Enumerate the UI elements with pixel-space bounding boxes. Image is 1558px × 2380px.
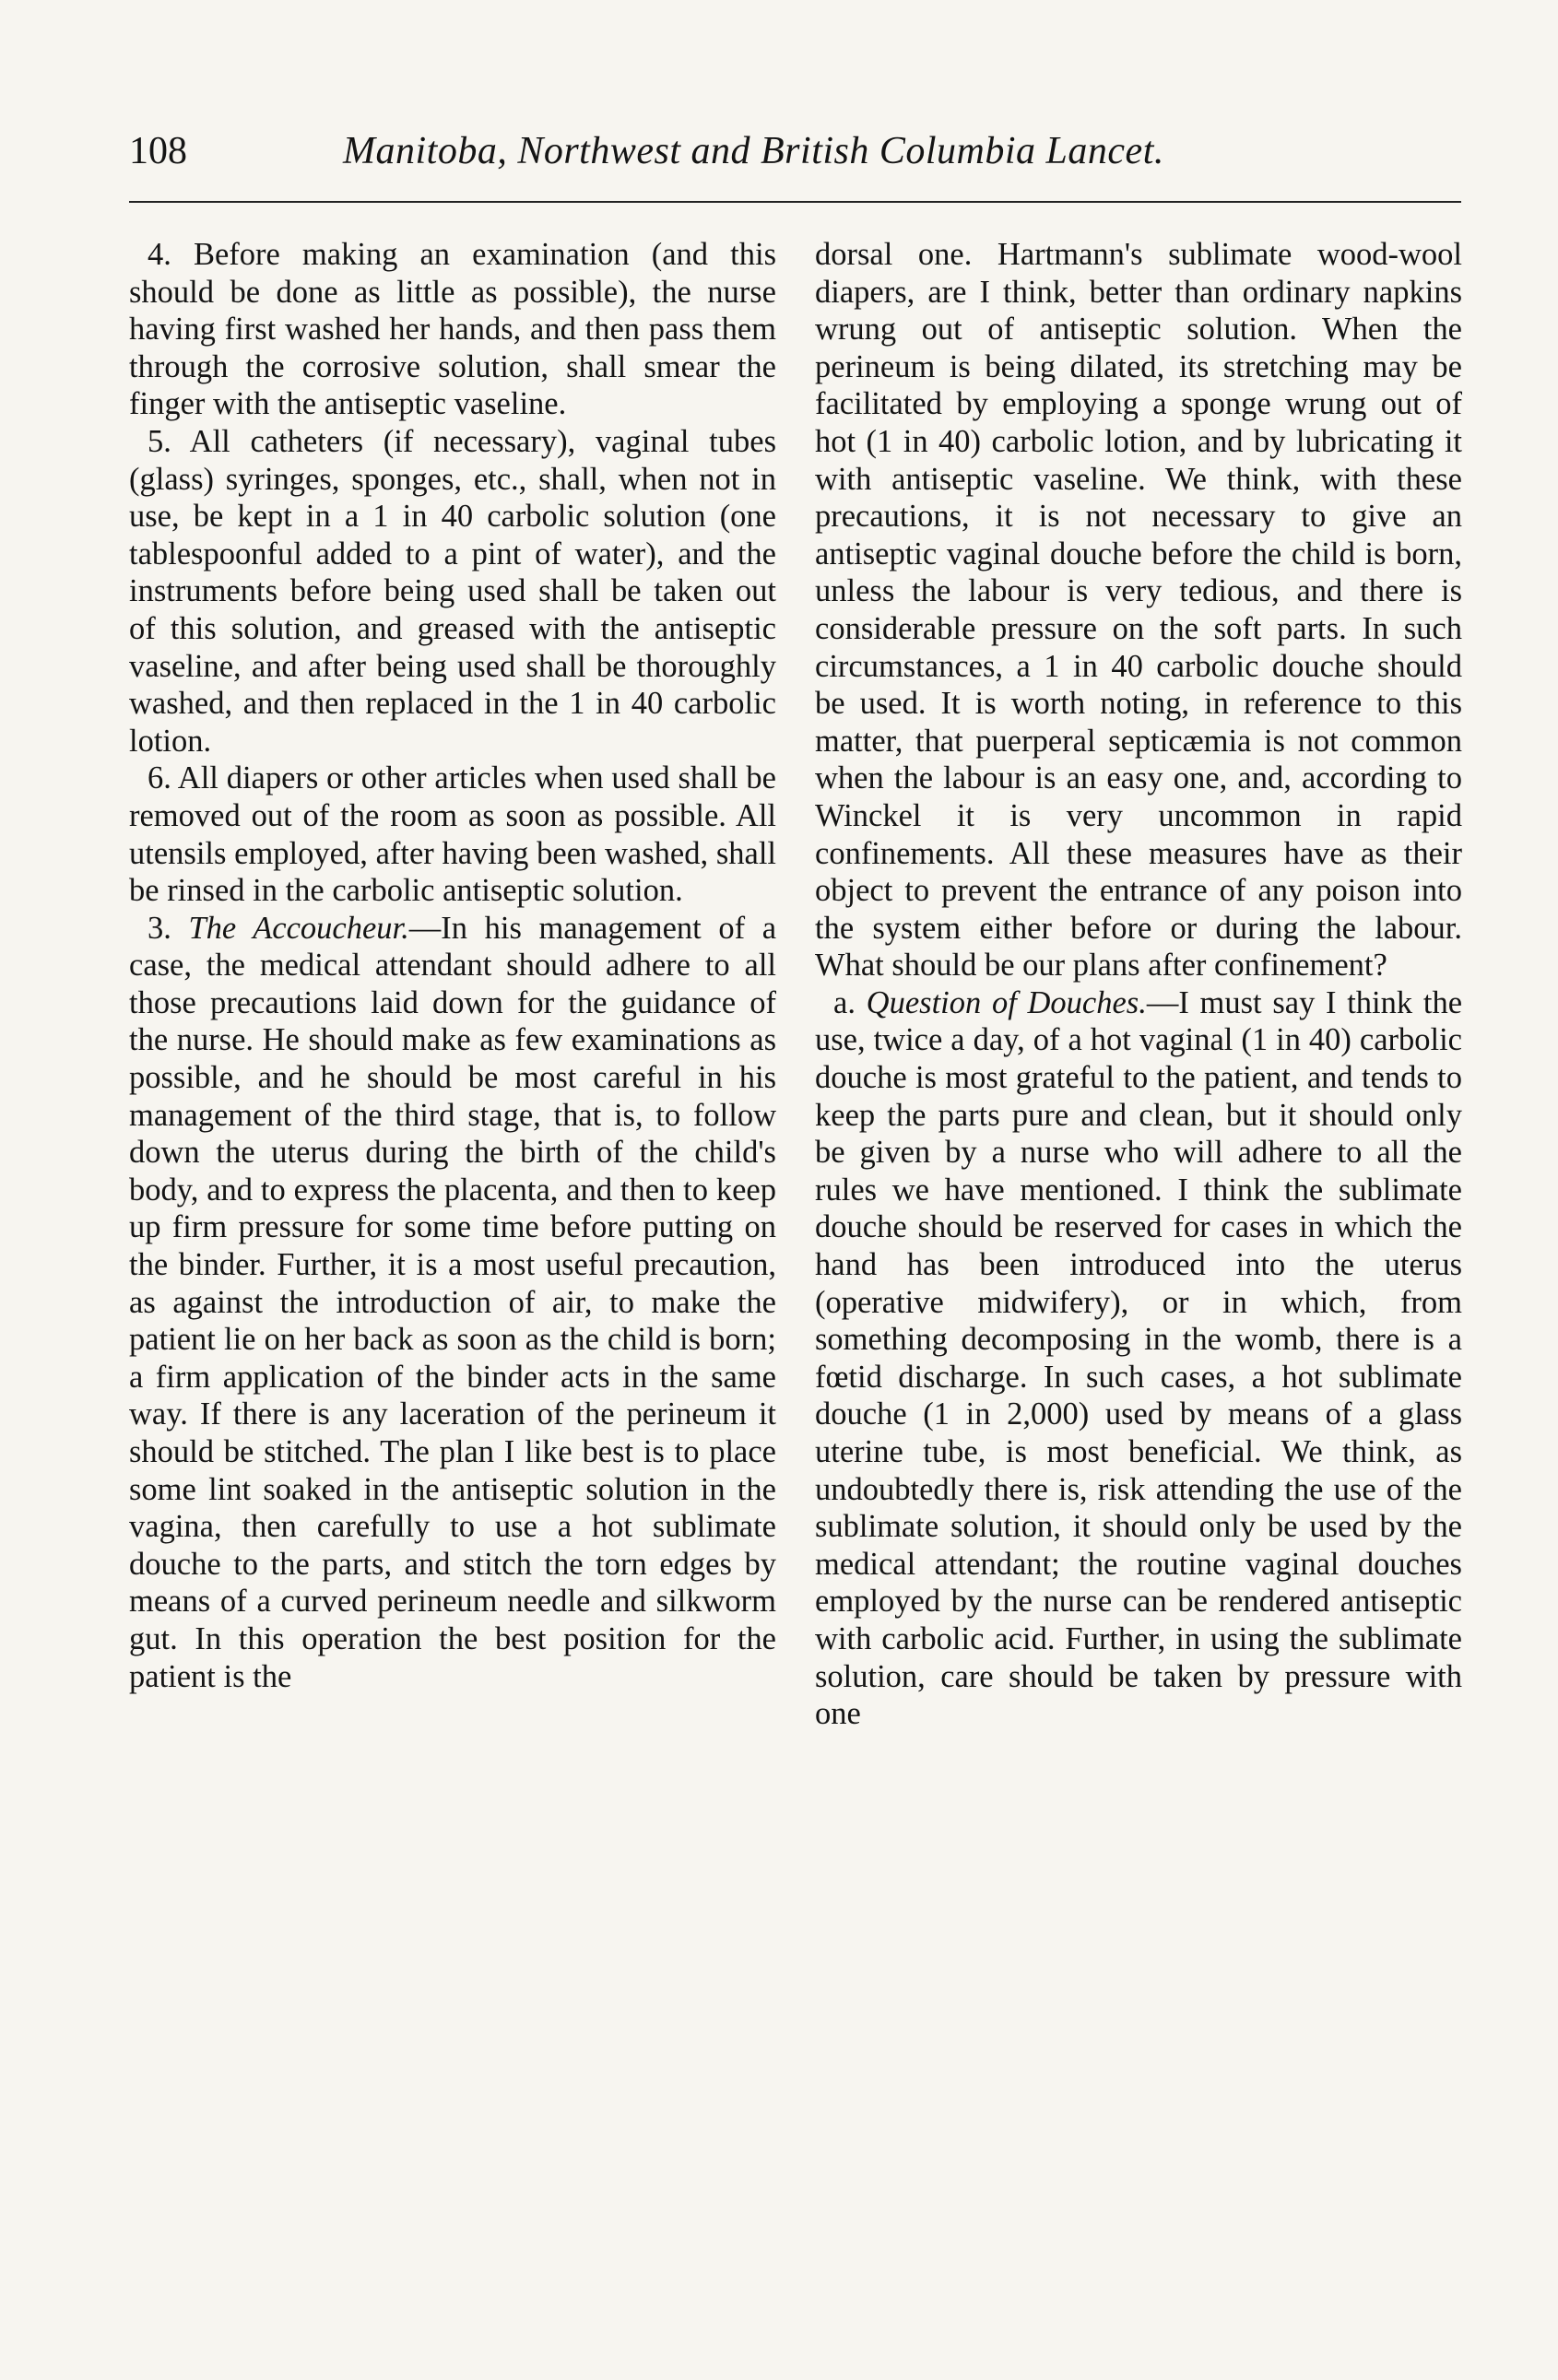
right-column [815, 236, 1462, 1733]
section-text: —In his management of a case, the medical attendant should adhere to all those precautions laid down for the guidance of the nurse. He should make as few examinations as possible, and he should be most careful in his management of the third stage, that is, to follow down the uterus during the birth of the child's body, and to express the placenta, and then to keep up firm pressure for some time before putting on the binder. Further, it is a most useful precaution, as against the introduction of air, to make the patient lie on her back as soon as the child is born; a firm application of the binder acts in the same way. If there is any laceration of the perineum it should be stitched. The plan I like best is to place some lint soaked in the antiseptic solution in the vagina, then carefully to use a hot sublimate douche to the parts, and stitch the torn edges by means of a curved perineum needle and silkworm gut. In this operation the best position for the patient is the [129, 910, 777, 1694]
paragraph-accoucheur [129, 910, 776, 1695]
paragraph-continued: dorsal one. Hartmann's sublimate wood-wool diapers, are I think, better than ordinary napkins wrung out of antiseptic solution. When the perineum is being dilated, its stretching may be facilitated by employing a sponge wrung out of hot (1 in 40) carbolic lotion, and by lubricating it with antiseptic vaseline. We think, with these precautions, it is not necessary to give an antiseptic vaginal douche before the child is born, unless the labour is very tedious, and there is considerable pressure on the soft parts. In such circumstances, a 1 in 40 carbolic douche should be used. It is worth noting, in reference to this matter, that puerperal septicæmia is not common when the labour is an easy one, and, according to Winckel it is very uncommon in rapid confinements. All these measures have as their object to prevent the entrance of any poison into the system either before or during the labour. What should be our plans after confinement? [815, 237, 1462, 984]
left-column [129, 236, 776, 1695]
subsection-heading: Question of Douches. [866, 984, 1147, 1020]
page-number: 108 [129, 130, 187, 172]
subsection-letter: a. [833, 984, 856, 1020]
page-header [129, 129, 1461, 194]
running-title: Manitoba, Northwest and British Columbia Lancet. [343, 130, 1164, 172]
paragraph-4: 4. Before making an examination (and this should be done as little as possible), the nurse having first washed her hands, and then pass them through the corrosive solution, shall smear the finger with the antiseptic vaseline. [129, 237, 776, 422]
section-heading: The Accoucheur. [188, 910, 409, 946]
paragraph-douches [815, 984, 1462, 1733]
header-rule [129, 201, 1461, 203]
paragraph-5: 5. All catheters (if necessary), vaginal tubes (glass) syringes, sponges, etc., shall, when not in use, be kept in a 1 in 40 carbolic solution (one tablespoonful added to a pint of water), and the instruments before being used shall be taken out of this solution, and greased with the antiseptic vaseline, and after being used shall be thoroughly washed, and then replaced in the 1 in 40 carbolic lotion. [129, 423, 776, 759]
paragraph-6: 6. All diapers or other articles when used shall be removed out of the room as soon as possible. All utensils employed, after having been washed, shall be rinsed in the carbolic antiseptic solution. [129, 760, 776, 909]
section-number: 3. [148, 910, 171, 946]
subsection-text: —I must say I think the use, twice a day, of a hot vaginal (1 in 40) carbolic douche is most grateful to the patient, and tends to keep the parts pure and clean, but it should only be given by a nurse who will adhere to all the rules we have mentioned. I think the sublimate douche should be reserved for cases in which the hand has been introduced into the uterus (operative midwifery), or in which, from something decomposing in the womb, there is a fœtid discharge. In such cases, a hot sublimate douche (1 in 2,000) used by means of a glass uterine tube, is most beneficial. We think, as undoubtedly there is, risk attending the use of the sublimate solution, it should only be used by the medical attendant; the routine vaginal douches employed by the nurse can be rendered antiseptic with carbolic acid. Further, in using the sublimate solution, care should be taken by pressure with one [815, 984, 1463, 1732]
